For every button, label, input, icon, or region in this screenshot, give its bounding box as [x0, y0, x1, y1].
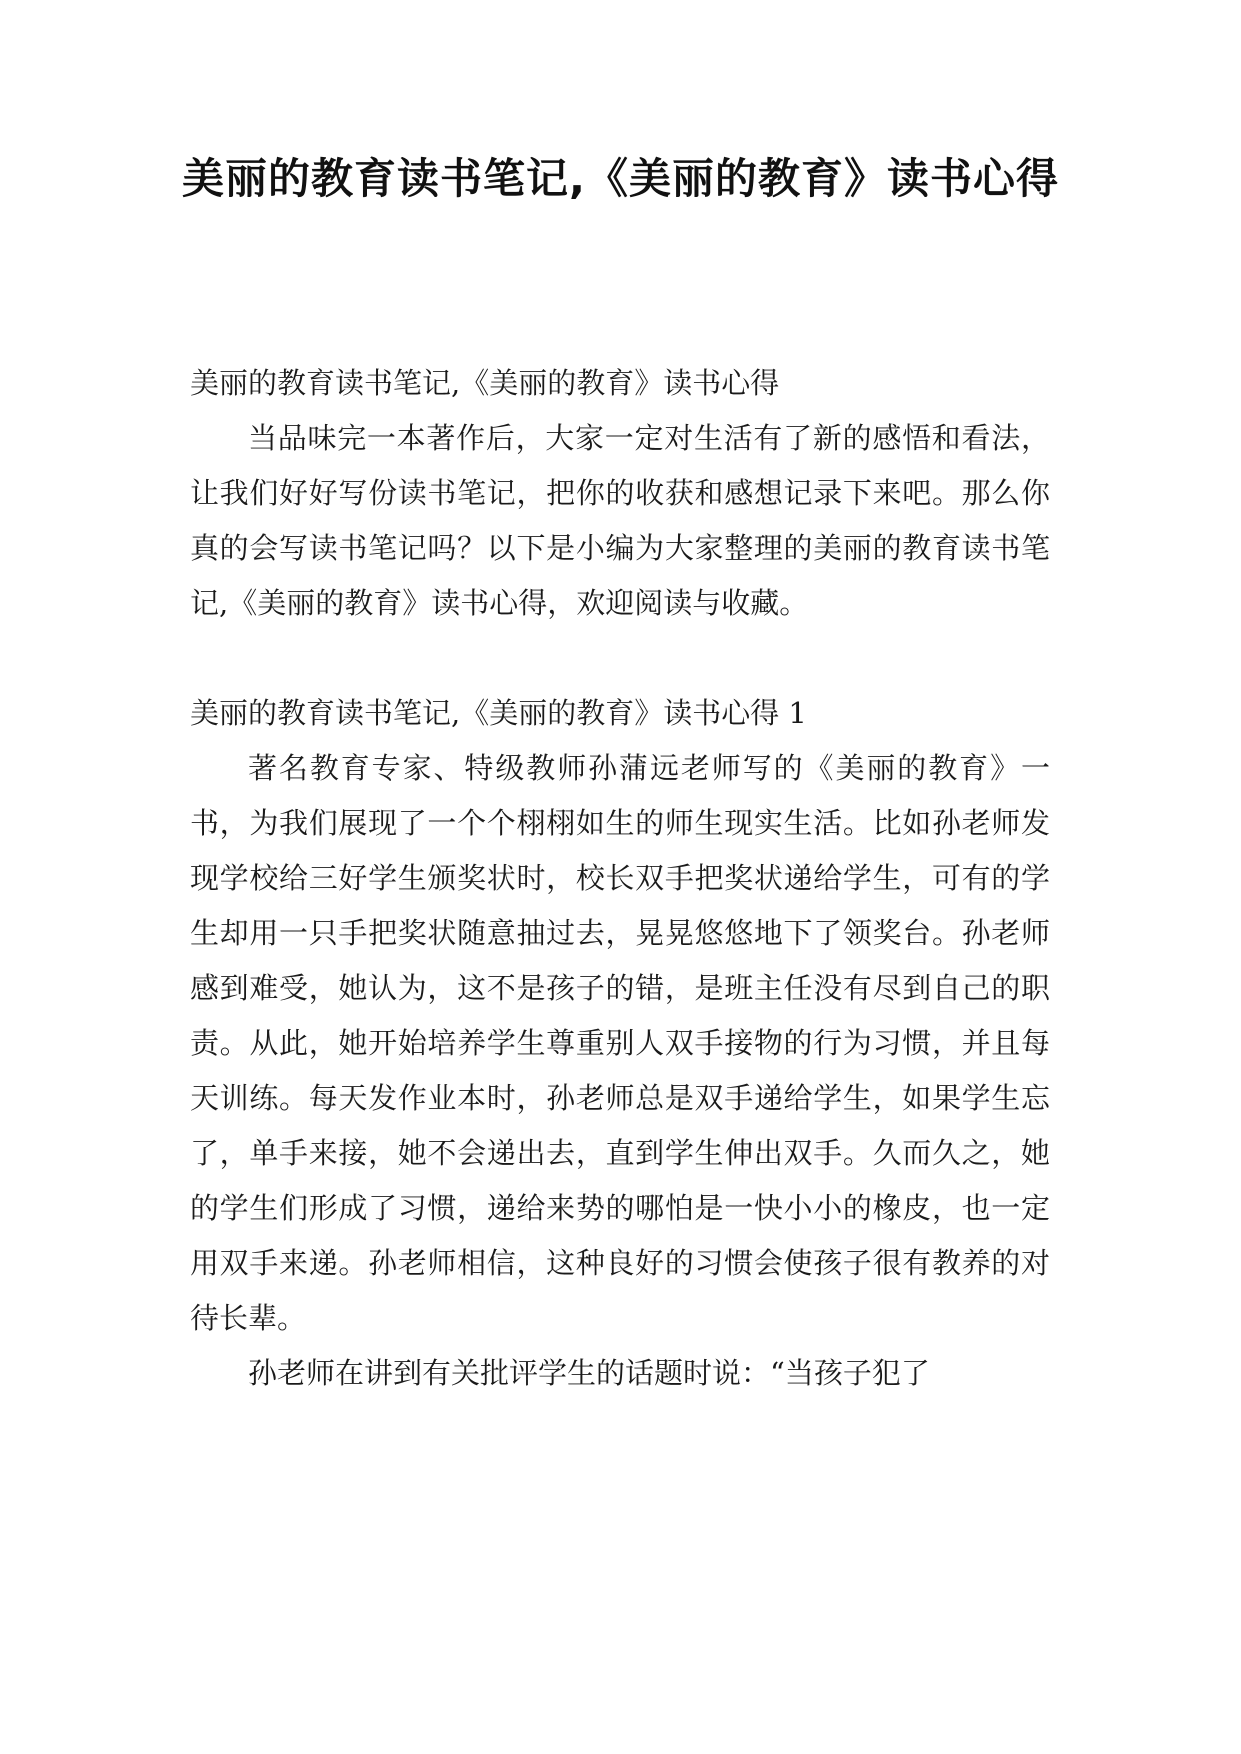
- intro-paragraph: 当品味完一本著作后，大家一定对生活有了新的感悟和看法，让我们好好写份读书笔记，把你的收获和感想记录下来吧。那么你真的会写读书笔记吗？以下是小编为大家整理的美丽的教育读书笔记,《美丽的教育》读书心得，欢迎阅读与收藏。: [190, 421, 1050, 620]
- section1-heading: 美丽的教育读书笔记,《美丽的教育》读书心得 1: [190, 696, 807, 730]
- section-spacer: [190, 631, 1050, 686]
- document-title: 美丽的教育读书笔记,《美丽的教育》读书心得: [182, 154, 1059, 203]
- intro-heading: 美丽的教育读书笔记,《美丽的教育》读书心得: [190, 366, 780, 400]
- section1-paragraph-2: 孙老师在讲到有关批评学生的话题时说：“当孩子犯了: [248, 1356, 930, 1390]
- document-body: [190, 356, 1050, 1401]
- section1-paragraph-1: 著名教育专家、特级教师孙蒲远老师写的《美丽的教育》一书，为我们展现了一个个栩栩如生的师生现实生活。比如孙老师发现学校给三好学生颁奖状时，校长双手把奖状递给学生，可有的学生却用一只手把奖状随意抽过去，晃晃悠悠地下了领奖台。孙老师感到难受，她认为，这不是孩子的错，是班主任没有尽到自己的职责。从此，她开始培养学生尊重别人双手接物的行为习惯，并且每天训练。每天发作业本时，孙老师总是双手递给学生，如果学生忘了，单手来接，她不会递出去，直到学生伸出双手。久而久之，她的学生们形成了习惯，递给来势的哪怕是一快小小的橡皮，也一定用双手来递。孙老师相信，这种良好的习惯会使孩子很有教养的对待长辈。: [190, 751, 1050, 1335]
